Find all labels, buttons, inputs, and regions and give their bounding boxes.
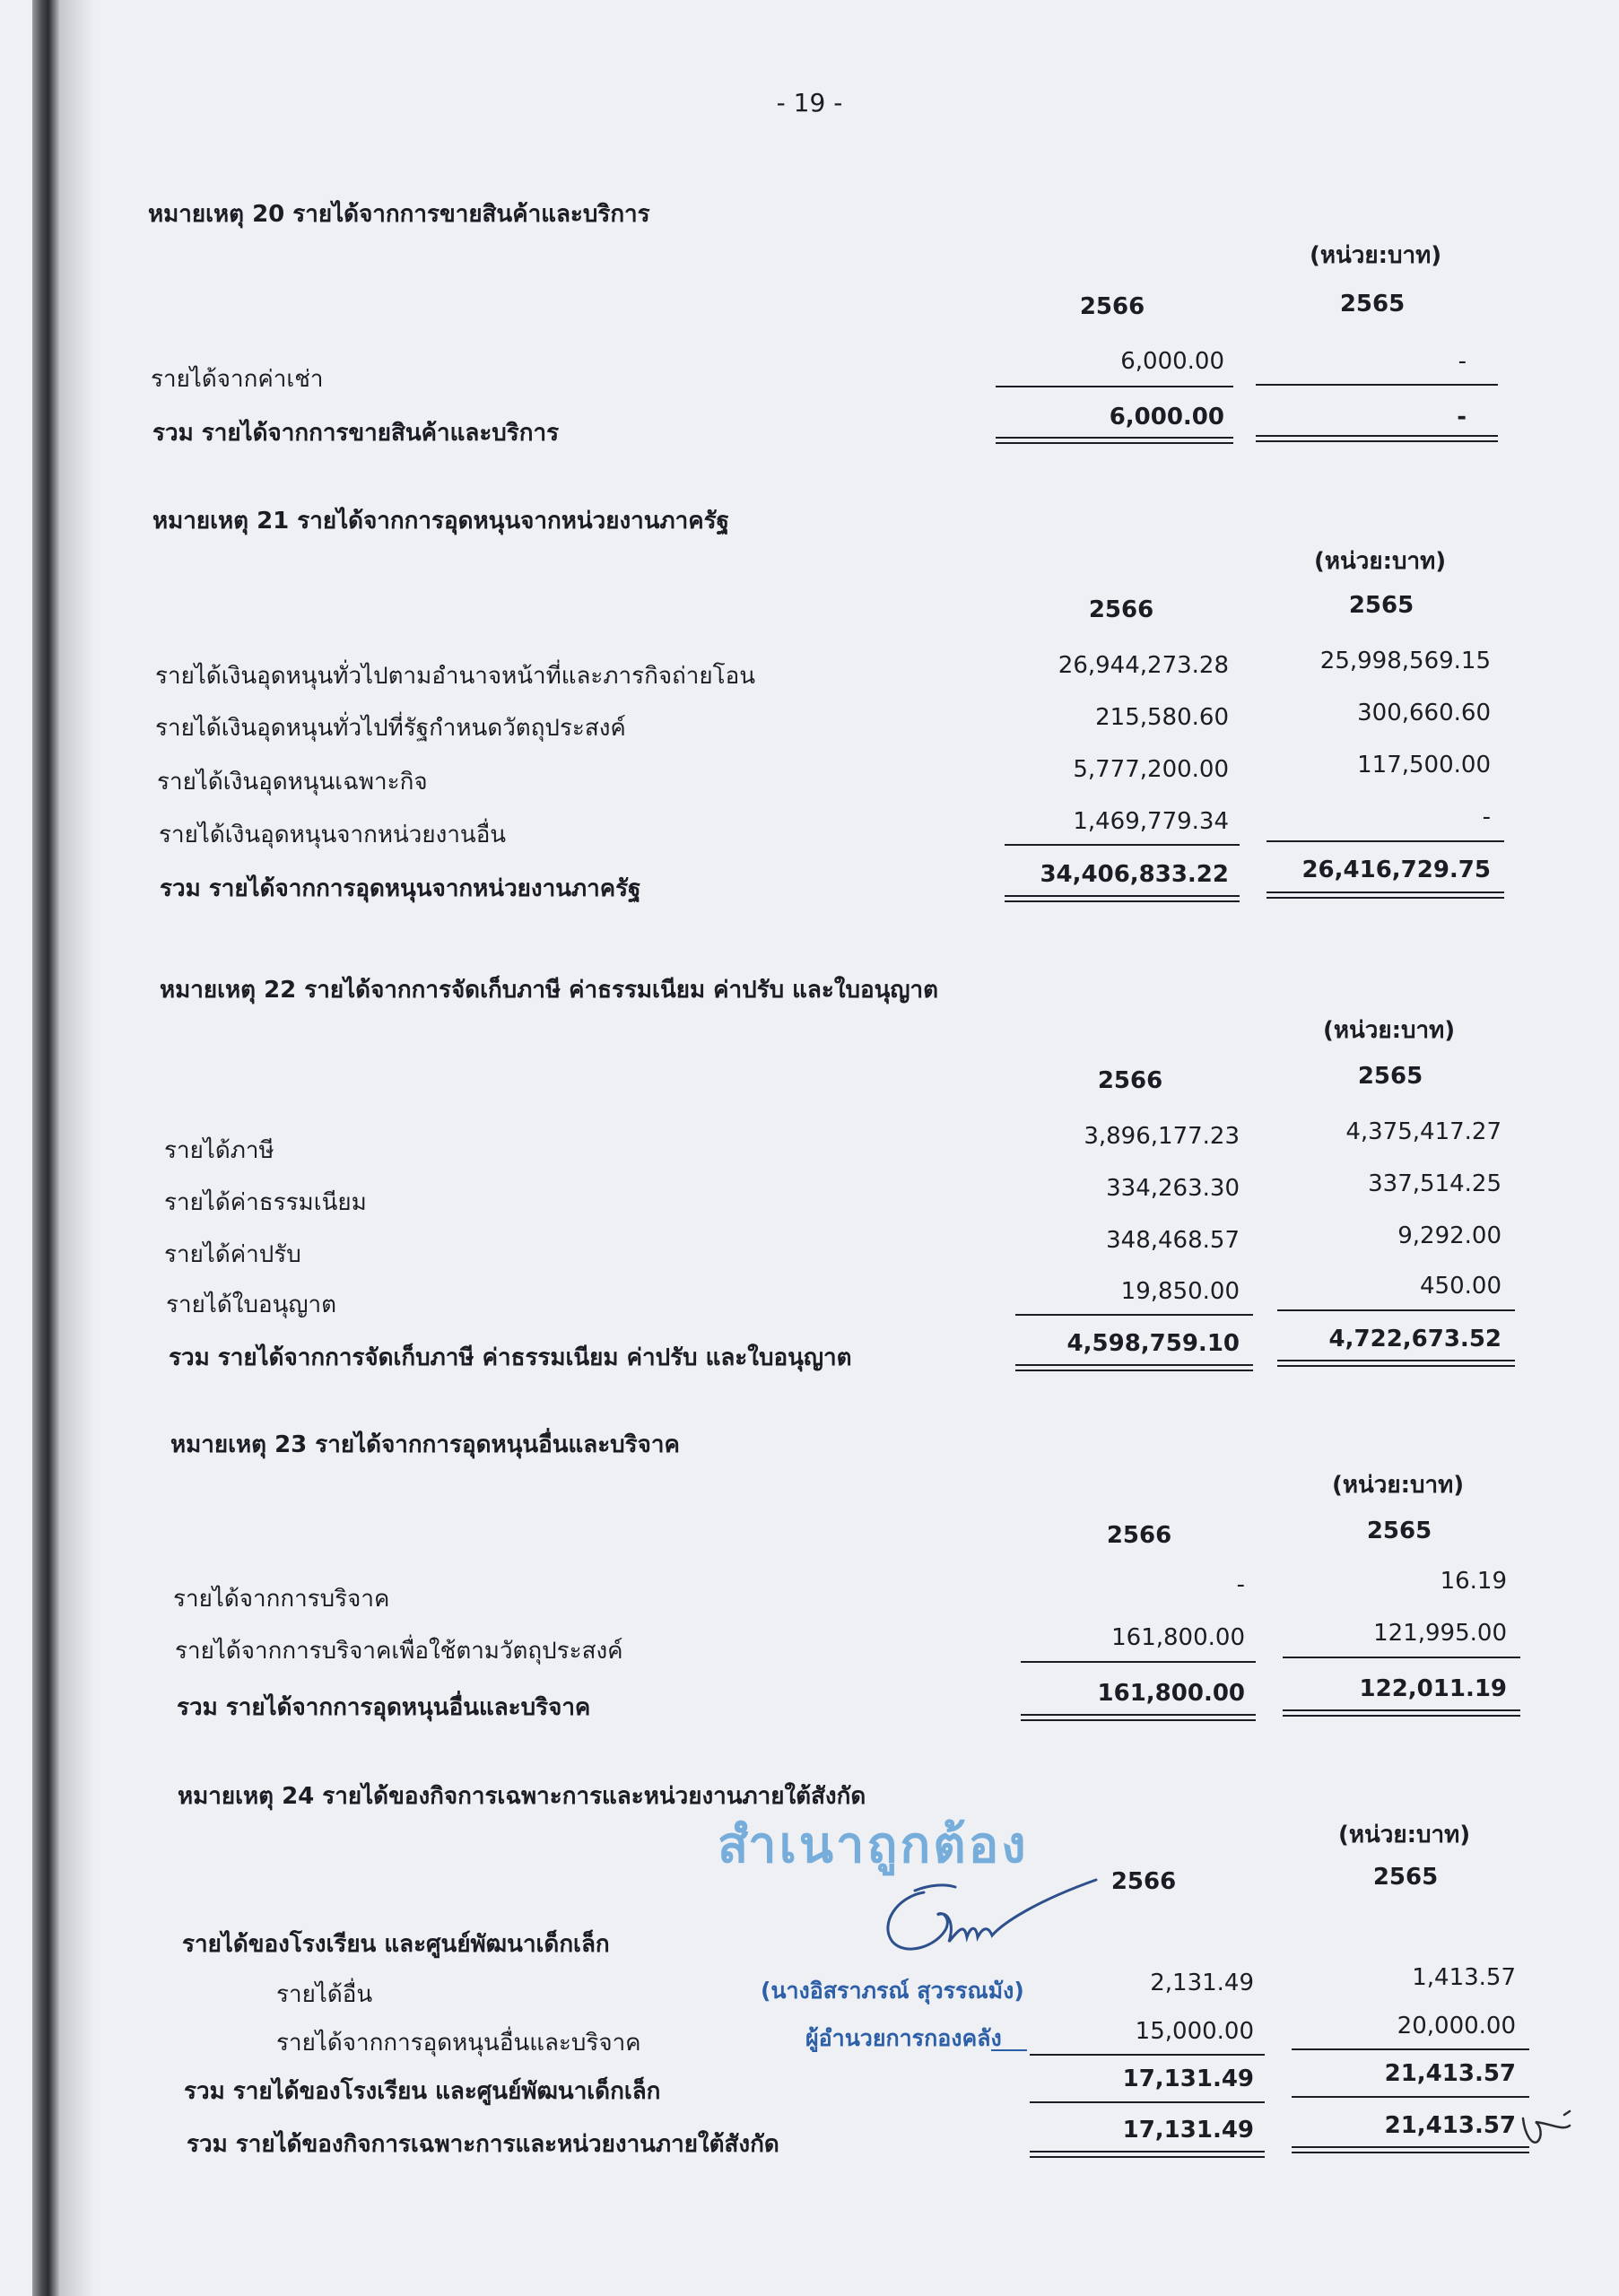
note-21-row-label: รายได้เงินอุดหนุนเฉพาะกิจ bbox=[157, 769, 428, 796]
note-21-row-label: รายได้เงินอุดหนุนจากหน่วยงานอื่น bbox=[159, 822, 507, 848]
note-22-double-rule bbox=[1277, 1360, 1515, 1367]
note-23-row-2565: 121,995.00 bbox=[1373, 1620, 1507, 1647]
page-binding-edge bbox=[32, 0, 59, 2296]
note-22-rule bbox=[1277, 1309, 1515, 1311]
note-24-row-2565: 20,000.00 bbox=[1397, 2013, 1516, 2039]
note-20-row-2566: 6,000.00 bbox=[1120, 348, 1224, 375]
note-23-year-2566: 2566 bbox=[1106, 1522, 1172, 1549]
signer-name: (นางอิสราภรณ์ สุวรรณมัง) bbox=[761, 1978, 1024, 2004]
note-20-row-label: รายได้จากค่าเช่า bbox=[151, 366, 324, 393]
note-21-row-2565: 25,998,569.15 bbox=[1319, 648, 1491, 674]
note-22-unit: (หน่วย:บาท) bbox=[1323, 1017, 1456, 1044]
note-24-total-2565: 21,413.57 bbox=[1384, 2112, 1516, 2139]
note-24-title: หมายเหตุ 24 รายได้ของกิจการเฉพาะการและหน่วยงานภายใต้สังกัด bbox=[178, 1783, 866, 1810]
note-21-row-2565: 117,500.00 bbox=[1357, 752, 1491, 778]
note-22-row-2565: 4,375,417.27 bbox=[1345, 1118, 1501, 1145]
note-23-row-label: รายได้จากการบริจาค bbox=[173, 1586, 390, 1613]
note-24-year-2565: 2565 bbox=[1372, 1864, 1439, 1891]
note-23-unit: (หน่วย:บาท) bbox=[1332, 1472, 1465, 1499]
note-21-row-2566: 1,469,779.34 bbox=[1073, 808, 1229, 835]
note-21-total-2565: 26,416,729.75 bbox=[1301, 857, 1491, 883]
note-24-rule bbox=[1030, 2101, 1265, 2103]
note-20-total-2566: 6,000.00 bbox=[1109, 404, 1224, 430]
signer-title: ผู้อำนวยการกองคลัง bbox=[805, 2025, 1002, 2051]
note-21-unit: (หน่วย:บาท) bbox=[1314, 548, 1447, 575]
note-24-rule bbox=[1292, 2048, 1529, 2050]
note-24-group-label: รายได้ของโรงเรียน และศูนย์พัฒนาเด็กเล็ก bbox=[182, 1931, 610, 1958]
note-21-title: หมายเหตุ 21 รายได้จากการอุดหนุนจากหน่วยงานภาครัฐ bbox=[152, 508, 729, 535]
note-23-total-label: รวม รายได้จากการอุดหนุนอื่นและบริจาค bbox=[177, 1694, 591, 1721]
note-23-row-2566: - bbox=[1236, 1571, 1245, 1598]
note-20-year-2566: 2566 bbox=[1079, 293, 1145, 320]
note-24-row-2565: 1,413.57 bbox=[1412, 1964, 1516, 1991]
note-23-total-2565: 122,011.19 bbox=[1359, 1675, 1507, 1702]
note-23-total-2566: 161,800.00 bbox=[1097, 1680, 1245, 1707]
binding-shadow bbox=[59, 0, 95, 2296]
note-21-year-2566: 2566 bbox=[1088, 596, 1154, 623]
note-21-row-2565: 300,660.60 bbox=[1357, 700, 1491, 726]
note-21-row-2566: 26,944,273.28 bbox=[1058, 652, 1229, 679]
note-23-year-2565: 2565 bbox=[1366, 1518, 1432, 1544]
note-24-subtotal-label: รวม รายได้ของโรงเรียน และศูนย์พัฒนาเด็กเล็ก bbox=[184, 2078, 661, 2105]
note-21-row-2565: - bbox=[1482, 804, 1491, 831]
note-22-double-rule bbox=[1015, 1364, 1253, 1371]
note-22-row-2566: 19,850.00 bbox=[1120, 1278, 1240, 1305]
note-20-rule bbox=[1256, 384, 1498, 386]
note-22-total-2566: 4,598,759.10 bbox=[1066, 1330, 1240, 1357]
note-24-total-2566: 17,131.49 bbox=[1122, 2117, 1254, 2144]
note-24-unit: (หน่วย:บาท) bbox=[1338, 1822, 1471, 1848]
note-21-total-label: รวม รายได้จากการอุดหนุนจากหน่วยงานภาครัฐ bbox=[160, 875, 641, 902]
note-24-rule bbox=[1030, 2054, 1265, 2056]
note-20-rule bbox=[996, 386, 1233, 387]
note-24-subtotal-2565: 21,413.57 bbox=[1384, 2060, 1516, 2087]
note-21-year-2565: 2565 bbox=[1348, 592, 1414, 619]
note-20-unit: (หน่วย:บาท) bbox=[1310, 242, 1442, 269]
note-22-title: หมายเหตุ 22 รายได้จากการจัดเก็บภาษี ค่าธรรมเนียม ค่าปรับ และใบอนุญาต bbox=[160, 977, 939, 1004]
note-22-total-label: รวม รายได้จากการจัดเก็บภาษี ค่าธรรมเนียม ค่าปรับ และใบอนุญาต bbox=[169, 1344, 852, 1371]
note-20-year-2565: 2565 bbox=[1339, 291, 1406, 317]
note-24-double-rule bbox=[1292, 2146, 1529, 2153]
note-23-double-rule bbox=[1021, 1714, 1256, 1721]
certified-copy-stamp: สำเนาถูกต้อง bbox=[718, 1816, 1029, 1874]
note-22-rule bbox=[1015, 1314, 1253, 1316]
note-24-double-rule bbox=[1030, 2151, 1265, 2158]
note-21-row-label: รายได้เงินอุดหนุนทั่วไปที่รัฐกำหนดวัตถุประสงค์ bbox=[155, 715, 626, 742]
note-22-row-2565: 450.00 bbox=[1420, 1273, 1501, 1300]
note-23-title: หมายเหตุ 23 รายได้จากการอุดหนุนอื่นและบริจาค bbox=[170, 1431, 680, 1458]
note-22-row-label: รายได้ภาษี bbox=[164, 1137, 274, 1164]
note-21-total-2566: 34,406,833.22 bbox=[1040, 861, 1229, 888]
note-22-row-2565: 337,514.25 bbox=[1368, 1170, 1501, 1197]
note-22-row-label: รายได้ค่าธรรมเนียม bbox=[164, 1189, 367, 1216]
note-20-double-rule bbox=[1256, 435, 1498, 442]
note-22-total-2565: 4,722,673.52 bbox=[1328, 1326, 1501, 1352]
note-23-row-2566: 161,800.00 bbox=[1111, 1624, 1245, 1651]
note-23-rule bbox=[1021, 1661, 1256, 1663]
note-21-rule bbox=[1266, 840, 1504, 842]
note-21-double-rule bbox=[1266, 891, 1504, 899]
note-20-total-label: รวม รายได้จากการขายสินค้าและบริการ bbox=[152, 420, 560, 447]
note-24-year-2566: 2566 bbox=[1110, 1868, 1177, 1895]
handwritten-signature bbox=[861, 1874, 1112, 1982]
note-20-total-2565: - bbox=[1457, 404, 1467, 430]
handwritten-initial bbox=[1516, 2108, 1579, 2152]
note-20-double-rule bbox=[996, 437, 1233, 444]
signer-title-underline bbox=[991, 2049, 1027, 2051]
note-22-row-label: รายได้ใบอนุญาต bbox=[166, 1292, 336, 1318]
note-20-title: หมายเหตุ 20 รายได้จากการขายสินค้าและบริการ bbox=[148, 201, 650, 228]
note-24-row-label: รายได้อื่น bbox=[276, 1981, 373, 2008]
note-21-row-2566: 215,580.60 bbox=[1095, 704, 1229, 731]
note-23-row-label: รายได้จากการบริจาคเพื่อใช้ตามวัตถุประสงค์ bbox=[175, 1638, 623, 1665]
note-23-row-2565: 16.19 bbox=[1440, 1568, 1507, 1595]
note-24-row-2566: 15,000.00 bbox=[1135, 2018, 1254, 2045]
note-22-row-2566: 3,896,177.23 bbox=[1084, 1123, 1240, 1150]
note-23-rule bbox=[1283, 1657, 1520, 1658]
note-22-row-2565: 9,292.00 bbox=[1397, 1222, 1501, 1249]
note-22-year-2565: 2565 bbox=[1357, 1063, 1423, 1090]
note-21-rule bbox=[1005, 844, 1240, 846]
note-20-row-2565: - bbox=[1458, 348, 1467, 375]
note-21-row-2566: 5,777,200.00 bbox=[1073, 756, 1229, 783]
note-22-row-2566: 334,263.30 bbox=[1106, 1175, 1240, 1202]
note-24-rule bbox=[1292, 2096, 1529, 2098]
note-24-subtotal-2566: 17,131.49 bbox=[1122, 2066, 1254, 2092]
note-24-row-label: รายได้จากการอุดหนุนอื่นและบริจาค bbox=[276, 2030, 641, 2057]
note-24-row-2566: 2,131.49 bbox=[1150, 1970, 1254, 1996]
note-22-row-label: รายได้ค่าปรับ bbox=[164, 1241, 301, 1268]
note-21-double-rule bbox=[1005, 895, 1240, 902]
note-22-row-2566: 348,468.57 bbox=[1106, 1227, 1240, 1254]
note-23-double-rule bbox=[1283, 1709, 1520, 1717]
page-number: - 19 - bbox=[776, 88, 843, 117]
note-24-total-label: รวม รายได้ของกิจการเฉพาะการและหน่วยงานภายใต้สังกัด bbox=[187, 2131, 779, 2158]
note-21-row-label: รายได้เงินอุดหนุนทั่วไปตามอำนาจหน้าที่และภารกิจถ่ายโอน bbox=[155, 663, 755, 690]
note-22-year-2566: 2566 bbox=[1097, 1067, 1163, 1094]
